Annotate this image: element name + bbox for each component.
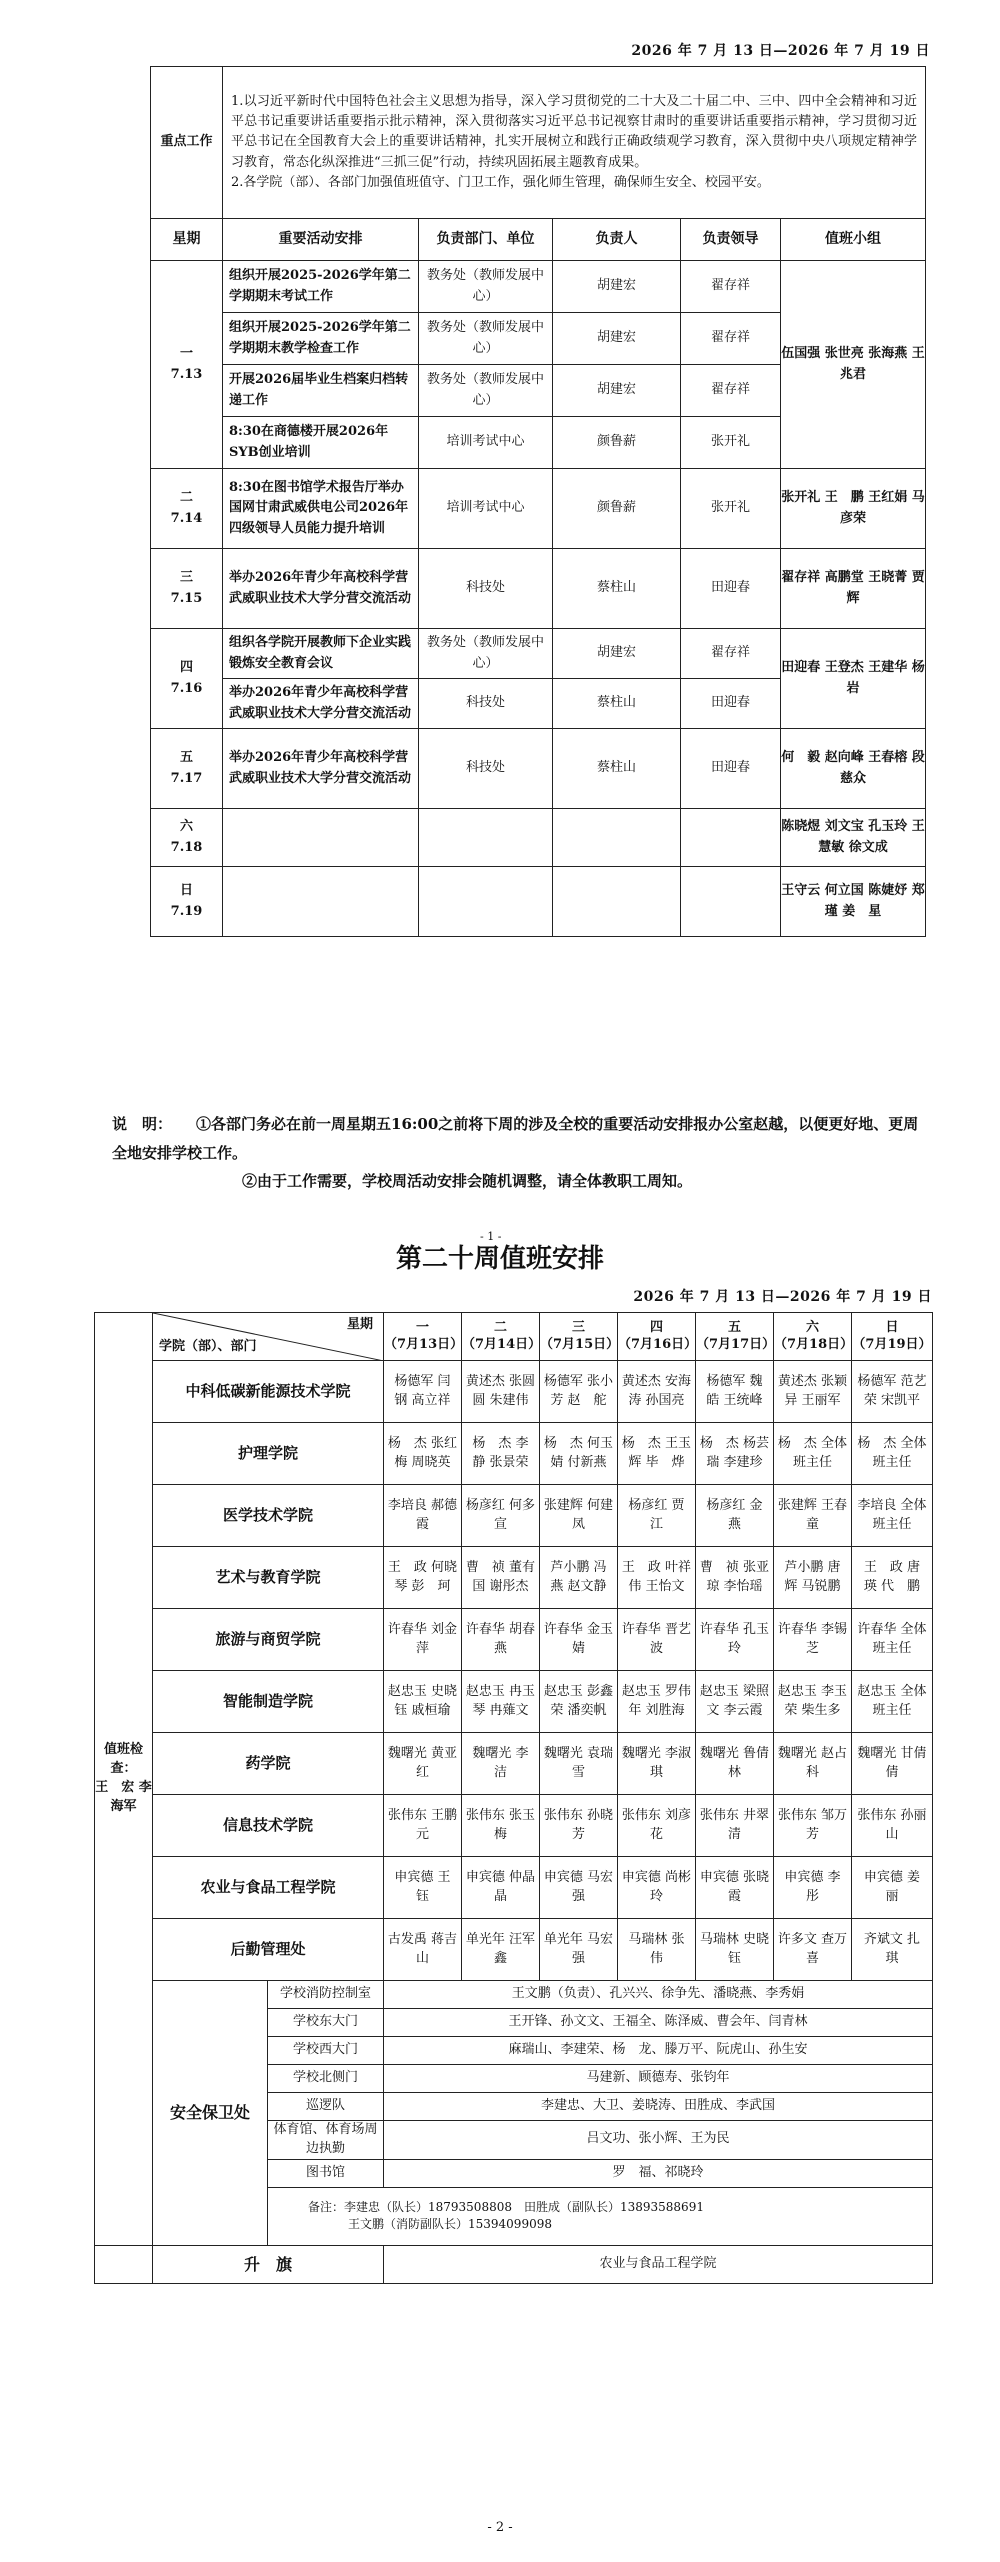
day-cell	[151, 867, 223, 937]
duty-name-cell: 许春华 金玉婧	[540, 1609, 618, 1671]
duty-name-cell: 申宾德 姜 丽	[852, 1857, 933, 1919]
duty-dept-cell: 农业与食品工程学院	[153, 1857, 384, 1919]
duty-name-cell: 黄述杰 安海涛 孙国亮	[618, 1361, 696, 1423]
dept-cell: 教务处（教师发展中心）	[419, 365, 553, 417]
duty-name-cell: 许春华 刘金萍	[384, 1609, 462, 1671]
duty-name-cell: 李培良 全体班主任	[852, 1485, 933, 1547]
leader-cell: 翟存祥	[681, 261, 781, 313]
security-note-line: 王文鹏（消防副队长）15394099098	[348, 2217, 552, 2232]
security-place: 体育馆、体育场周边执勤	[268, 2121, 384, 2160]
duty-name-cell: 杨彦红 何多宣	[462, 1485, 540, 1547]
corner-top-label: 星期	[346, 1317, 373, 1332]
duty-dept-cell: 医学技术学院	[153, 1485, 384, 1547]
schedule-row	[151, 469, 926, 549]
duty-day-name: 一	[415, 1319, 429, 1335]
activity-cell: 举办2026年青少年高校科学营武威职业技术大学分营交流活动	[223, 679, 419, 729]
day-date: 7.15	[170, 590, 203, 606]
security-place: 学校消防控制室	[268, 1981, 384, 2009]
leader-cell	[681, 867, 781, 937]
corner-header	[153, 1313, 384, 1361]
note-2: ②由于工作需要，学校周活动安排会随机调整，请全体教职工周知。	[242, 1172, 693, 1190]
leader-cell: 翟存祥	[681, 365, 781, 417]
duty-day-header	[618, 1313, 696, 1361]
inspection-blank	[95, 2245, 153, 2283]
day-cell	[151, 629, 223, 729]
security-place: 图书馆	[268, 2159, 384, 2187]
day-cell	[151, 729, 223, 809]
day-name: 二	[179, 490, 193, 506]
security-names: 马建新、顾德寿、张钧年	[384, 2065, 933, 2093]
focus-item-1: 1.以习近平新时代中国特色社会主义思想为指导，深入学习贯彻党的二十大及二十届二中、三中、四中全会精神和习近平总书记重要讲话重要指示批示精神，深入贯彻落实习近平总书记视察甘肃时的重要讲话重要指示精神，学习贯彻习近平总书记在全国教育大会上的重要讲话精神，扎实开展树立和践行正确政绩观学习教育，深入贯彻中央八项规定精神学习教育，常态化纵深推进“三抓三促”行动，持续巩固拓展主题教育成果。	[231, 94, 917, 170]
duty-name-cell: 赵忠玉 李玉荣 柴生多	[774, 1671, 852, 1733]
duty-name-cell: 申宾德 仲晶晶	[462, 1857, 540, 1919]
focus-item-2: 2.各学院（部）、各部门加强值班值守、门卫工作，强化师生管理，确保师生安全、校园平安。	[231, 174, 770, 190]
duty-date-range: 2026 年 7 月 13 日—2026 年 7 月 19 日	[633, 1289, 932, 1305]
duty-name-cell: 杨 杰 全体班主任	[852, 1423, 933, 1485]
duty-day-date: （7月18日）	[774, 1336, 854, 1352]
note-1: ①各部门务必在前一周星期五16:00之前将下周的涉及全校的重要活动安排报办公室赵越，以便更好地、更周全地安排学校工作。	[112, 1115, 919, 1162]
duty-name-cell: 许春华 孔玉玲	[696, 1609, 774, 1671]
dept-cell: 科技处	[419, 679, 553, 729]
security-names: 吕文功、张小辉、王为民	[384, 2121, 933, 2160]
duty-row	[95, 1361, 933, 1423]
schedule-row	[151, 629, 926, 679]
duty-day-header	[852, 1313, 933, 1361]
activity-cell: 开展2026届毕业生档案归档转递工作	[223, 365, 419, 417]
duty-name-cell: 张伟东 张玉梅	[462, 1795, 540, 1857]
duty-row	[95, 1919, 933, 1981]
person-cell: 胡建宏	[553, 313, 681, 365]
inspection-names: 王 宏 李海军	[95, 1779, 152, 1814]
dept-cell: 培训考试中心	[419, 417, 553, 469]
leader-cell	[681, 809, 781, 867]
person-cell: 颜鲁薪	[553, 417, 681, 469]
duty-day-header	[540, 1313, 618, 1361]
security-names: 麻瑞山、李建荣、杨 龙、滕万平、阮虎山、孙生安	[384, 2037, 933, 2065]
duty-dept-cell: 护理学院	[153, 1423, 384, 1485]
day-cell	[151, 261, 223, 469]
activity-cell: 组织各学院开展教师下企业实践锻炼安全教育会议	[223, 629, 419, 679]
duty-name-cell: 申宾德 马宏强	[540, 1857, 618, 1919]
flag-value: 农业与食品工程学院	[384, 2245, 933, 2283]
duty-name-cell: 许春华 胡春燕	[462, 1609, 540, 1671]
duty-name-cell: 魏曙光 甘倩倩	[852, 1733, 933, 1795]
activity-cell: 8:30在商德楼开展2026年SYB创业培训	[223, 417, 419, 469]
leader-cell: 张开礼	[681, 417, 781, 469]
duty-name-cell: 王 政 叶祥伟 王怡文	[618, 1547, 696, 1609]
page-number-1: - 1 -	[480, 1230, 502, 1243]
duty-name-cell: 魏曙光 鲁倩林	[696, 1733, 774, 1795]
security-note-line: 备注：李建忠（队长）18793508808 田胜成（副队长）13893588691	[308, 2199, 704, 2214]
duty-name-cell: 王 政 何晓琴 彭 珂	[384, 1547, 462, 1609]
security-label: 安全保卫处	[153, 1981, 268, 2246]
duty-name-cell: 许春华 李锡芝	[774, 1609, 852, 1671]
duty-name-cell: 曹 祯 张亚琼 李怡瑶	[696, 1547, 774, 1609]
duty-name-cell: 杨 杰 张红梅 周晓英	[384, 1423, 462, 1485]
duty-name-cell: 杨 杰 何玉婧 付新燕	[540, 1423, 618, 1485]
duty-row	[95, 1857, 933, 1919]
duty-row	[95, 1609, 933, 1671]
header-activity: 重要活动安排	[223, 219, 419, 261]
day-date: 7.16	[170, 680, 203, 696]
security-names: 王文鹏（负责）、孔兴兴、徐争先、潘晓燕、李秀娟	[384, 1981, 933, 2009]
duty-row	[95, 1423, 933, 1485]
duty-name-cell: 杨德军 张小芳 赵 舵	[540, 1361, 618, 1423]
duty-name-cell: 马瑞林 张 伟	[618, 1919, 696, 1981]
dept-cell	[419, 867, 553, 937]
security-place: 学校东大门	[268, 2009, 384, 2037]
duty-name-cell: 王 政 唐 瑛 代 鹏	[852, 1547, 933, 1609]
duty-dept-cell: 智能制造学院	[153, 1671, 384, 1733]
duty-roster-table	[94, 1312, 933, 2284]
day-cell	[151, 809, 223, 867]
duty-day-name: 二	[493, 1319, 507, 1335]
duty-name-cell: 杨 杰 全体班主任	[774, 1423, 852, 1485]
security-place: 学校西大门	[268, 2037, 384, 2065]
duty-name-cell: 曹 祯 董有国 谢彤杰	[462, 1547, 540, 1609]
day-date: 7.14	[170, 510, 203, 526]
duty-dept-cell: 旅游与商贸学院	[153, 1609, 384, 1671]
duty-name-cell: 李培良 郝德霞	[384, 1485, 462, 1547]
day-date: 7.13	[170, 366, 203, 382]
duty-dept-cell: 信息技术学院	[153, 1795, 384, 1857]
duty-day-date: （7月19日）	[852, 1336, 932, 1352]
flag-label: 升 旗	[153, 2245, 384, 2283]
leader-cell: 张开礼	[681, 469, 781, 549]
security-names: 罗 福、祁晓玲	[384, 2159, 933, 2187]
duty-name-cell: 魏曙光 李淑琪	[618, 1733, 696, 1795]
duty-day-name: 日	[885, 1319, 899, 1335]
duty-group-cell: 伍国强 张世亮 张海燕 王兆君	[781, 261, 926, 469]
duty-name-cell: 马瑞林 史晓钰	[696, 1919, 774, 1981]
dept-cell	[419, 809, 553, 867]
duty-name-cell: 张伟东 孙晓芳	[540, 1795, 618, 1857]
schedule-row	[151, 867, 926, 937]
schedule-row	[151, 261, 926, 313]
schedule-date-range: 2026 年 7 月 13 日—2026 年 7 月 19 日	[631, 43, 930, 59]
duty-row	[95, 1733, 933, 1795]
duty-name-cell: 申宾德 张晓霞	[696, 1857, 774, 1919]
activity-cell: 组织开展2025-2026学年第二学期期末教学检查工作	[223, 313, 419, 365]
duty-row	[95, 1485, 933, 1547]
duty-name-cell: 许春华 晋艺波	[618, 1609, 696, 1671]
duty-day-header	[696, 1313, 774, 1361]
activity-cell	[223, 867, 419, 937]
duty-name-cell: 芦小鹏 冯 燕 赵文静	[540, 1547, 618, 1609]
duty-name-cell: 单光年 马宏强	[540, 1919, 618, 1981]
duty-header-row	[95, 1313, 933, 1361]
activity-cell: 举办2026年青少年高校科学营武威职业技术大学分营交流活动	[223, 549, 419, 629]
duty-group-cell: 王守云 何立国 陈婕妤 郑 瑾 姜 星	[781, 867, 926, 937]
duty-group-cell: 田迎春 王登杰 王建华 杨 岩	[781, 629, 926, 729]
duty-name-cell: 张伟东 井翠清	[696, 1795, 774, 1857]
activity-cell	[223, 809, 419, 867]
person-cell	[553, 809, 681, 867]
person-cell: 胡建宏	[553, 365, 681, 417]
schedule-header-row	[151, 219, 926, 261]
day-name: 日	[179, 883, 193, 899]
duty-name-cell: 赵忠玉 彭鑫荣 潘奕帆	[540, 1671, 618, 1733]
duty-group-cell: 何 毅 赵向峰 王春榕 段慈众	[781, 729, 926, 809]
duty-name-cell: 芦小鹏 唐 辉 马锐鹏	[774, 1547, 852, 1609]
duty-name-cell: 杨德军 闫 钢 高立祥	[384, 1361, 462, 1423]
duty-name-cell: 张建辉 王春童	[774, 1485, 852, 1547]
person-cell: 蔡柱山	[553, 729, 681, 809]
duty-day-header	[384, 1313, 462, 1361]
duty-day-name: 三	[571, 1319, 585, 1335]
header-person: 负责人	[553, 219, 681, 261]
security-names: 王开锋、孙文文、王福全、陈泽威、曹会年、闫青林	[384, 2009, 933, 2037]
duty-name-cell: 赵忠玉 冉玉琴 冉薙文	[462, 1671, 540, 1733]
activity-cell: 8:30在图书馆学术报告厅举办国网甘肃武威供电公司2026年四级领导人员能力提升培训	[223, 469, 419, 549]
duty-dept-cell: 后勤管理处	[153, 1919, 384, 1981]
schedule-row	[151, 729, 926, 809]
day-cell	[151, 549, 223, 629]
duty-row	[95, 1547, 933, 1609]
duty-name-cell: 杨彦红 金 燕	[696, 1485, 774, 1547]
duty-name-cell: 张伟东 刘彦花	[618, 1795, 696, 1857]
duty-name-cell: 赵忠玉 梁照文 李云霞	[696, 1671, 774, 1733]
person-cell: 胡建宏	[553, 629, 681, 679]
person-cell: 颜鲁薪	[553, 469, 681, 549]
duty-name-cell: 赵忠玉 史晓钰 戚桓瑜	[384, 1671, 462, 1733]
security-place: 巡逻队	[268, 2093, 384, 2121]
duty-row	[95, 1795, 933, 1857]
header-duty-group: 值班小组	[781, 219, 926, 261]
leader-cell: 翟存祥	[681, 313, 781, 365]
notes	[112, 1110, 932, 1196]
weekly-schedule-table	[150, 66, 938, 937]
page-number-2: - 2 -	[487, 2520, 513, 2535]
duty-dept-cell: 药学院	[153, 1733, 384, 1795]
duty-name-cell: 申宾德 李 彤	[774, 1857, 852, 1919]
duty-name-cell: 张伟东 王鹏元	[384, 1795, 462, 1857]
duty-name-cell: 杨德军 魏 皓 王统峰	[696, 1361, 774, 1423]
duty-group-cell: 翟存祥 高鹏堂 王晓菁 贾 辉	[781, 549, 926, 629]
duty-day-name: 五	[727, 1319, 741, 1335]
duty-name-cell: 魏曙光 袁瑞雪	[540, 1733, 618, 1795]
duty-row	[95, 1671, 933, 1733]
day-name: 六	[179, 819, 193, 835]
duty-title: 第二十周值班安排	[395, 1244, 604, 1274]
duty-name-cell: 许多文 查万喜	[774, 1919, 852, 1981]
duty-name-cell: 张伟东 孙丽山	[852, 1795, 933, 1857]
security-place: 学校北侧门	[268, 2065, 384, 2093]
dept-cell: 教务处（教师发展中心）	[419, 261, 553, 313]
duty-day-date: （7月17日）	[696, 1336, 776, 1352]
header-dept: 负责部门、单位	[419, 219, 553, 261]
leader-cell: 翟存祥	[681, 629, 781, 679]
day-date: 7.17	[170, 770, 203, 786]
dept-cell: 教务处（教师发展中心）	[419, 313, 553, 365]
duty-name-cell: 张建辉 何建凤	[540, 1485, 618, 1547]
header-leader: 负责领导	[681, 219, 781, 261]
person-cell	[553, 867, 681, 937]
inspection-cell	[95, 1313, 153, 2246]
day-cell	[151, 469, 223, 549]
focus-label: 重点工作	[151, 67, 223, 219]
duty-group-cell: 陈晓煜 刘文宝 孔玉玲 王慧敏 徐文成	[781, 809, 926, 867]
duty-name-cell: 齐斌文 扎 琪	[852, 1919, 933, 1981]
duty-name-cell: 杨 杰 杨芸瑞 李建珍	[696, 1423, 774, 1485]
duty-name-cell: 张伟东 邹万芳	[774, 1795, 852, 1857]
duty-name-cell: 魏曙光 李 洁	[462, 1733, 540, 1795]
duty-name-cell: 单光年 汪军鑫	[462, 1919, 540, 1981]
duty-day-header	[774, 1313, 852, 1361]
duty-dept-cell: 中科低碳新能源技术学院	[153, 1361, 384, 1423]
day-name: 一	[179, 346, 193, 362]
duty-name-cell: 魏曙光 赵占科	[774, 1733, 852, 1795]
security-names: 李建忠、大卫、姜晓涛、田胜成、李武国	[384, 2093, 933, 2121]
duty-name-cell: 赵忠玉 罗伟年 刘胜海	[618, 1671, 696, 1733]
security-note	[268, 2187, 933, 2245]
duty-day-date: （7月13日）	[384, 1336, 464, 1352]
dept-cell: 科技处	[419, 549, 553, 629]
duty-name-cell: 申宾德 尚彬玲	[618, 1857, 696, 1919]
leader-cell: 田迎春	[681, 679, 781, 729]
duty-name-cell: 杨 杰 王玉辉 毕 烨	[618, 1423, 696, 1485]
security-row	[95, 1981, 933, 2009]
day-name: 五	[179, 750, 193, 766]
duty-name-cell: 杨 杰 李 静 张景荣	[462, 1423, 540, 1485]
day-name: 四	[179, 660, 193, 676]
day-name: 三	[179, 570, 193, 586]
notes-label: 说 明：	[112, 1115, 173, 1133]
duty-name-cell: 古发禹 蒋吉山	[384, 1919, 462, 1981]
dept-cell: 培训考试中心	[419, 469, 553, 549]
duty-day-name: 六	[805, 1319, 819, 1335]
duty-day-date: （7月15日）	[540, 1336, 620, 1352]
person-cell: 蔡柱山	[553, 549, 681, 629]
header-day: 星期	[151, 219, 223, 261]
duty-day-header	[462, 1313, 540, 1361]
day-date: 7.19	[170, 903, 203, 919]
schedule-row	[151, 809, 926, 867]
duty-name-cell: 杨彦红 贾 江	[618, 1485, 696, 1547]
duty-name-cell: 申宾德 王 钰	[384, 1857, 462, 1919]
leader-cell: 田迎春	[681, 729, 781, 809]
duty-name-cell: 黄述杰 张颖异 王丽军	[774, 1361, 852, 1423]
flag-row	[95, 2245, 933, 2283]
duty-name-cell: 许春华 全体班主任	[852, 1609, 933, 1671]
dept-cell: 教务处（教师发展中心）	[419, 629, 553, 679]
corner-bottom-label: 学院（部）、部门	[159, 1339, 257, 1355]
duty-name-cell: 杨德军 范艺荣 宋凯平	[852, 1361, 933, 1423]
inspection-label: 值班检查：	[103, 1742, 143, 1776]
schedule-row	[151, 549, 926, 629]
duty-name-cell: 黄述杰 张圆圆 朱建伟	[462, 1361, 540, 1423]
activity-cell: 组织开展2025-2026学年第二学期期末考试工作	[223, 261, 419, 313]
duty-name-cell: 赵忠玉 全体班主任	[852, 1671, 933, 1733]
activity-cell: 举办2026年青少年高校科学营武威职业技术大学分营交流活动	[223, 729, 419, 809]
duty-group-cell: 张开礼 王 鹏 王红娟 马彦荣	[781, 469, 926, 549]
focus-text	[223, 67, 926, 219]
person-cell: 蔡柱山	[553, 679, 681, 729]
duty-dept-cell: 艺术与教育学院	[153, 1547, 384, 1609]
person-cell: 胡建宏	[553, 261, 681, 313]
duty-day-date: （7月14日）	[462, 1336, 542, 1352]
dept-cell: 科技处	[419, 729, 553, 809]
duty-name-cell: 魏曙光 黄亚红	[384, 1733, 462, 1795]
duty-day-name: 四	[649, 1319, 663, 1335]
duty-day-date: （7月16日）	[618, 1336, 698, 1352]
leader-cell: 田迎春	[681, 549, 781, 629]
focus-row	[151, 67, 926, 219]
day-date: 7.18	[170, 839, 203, 855]
